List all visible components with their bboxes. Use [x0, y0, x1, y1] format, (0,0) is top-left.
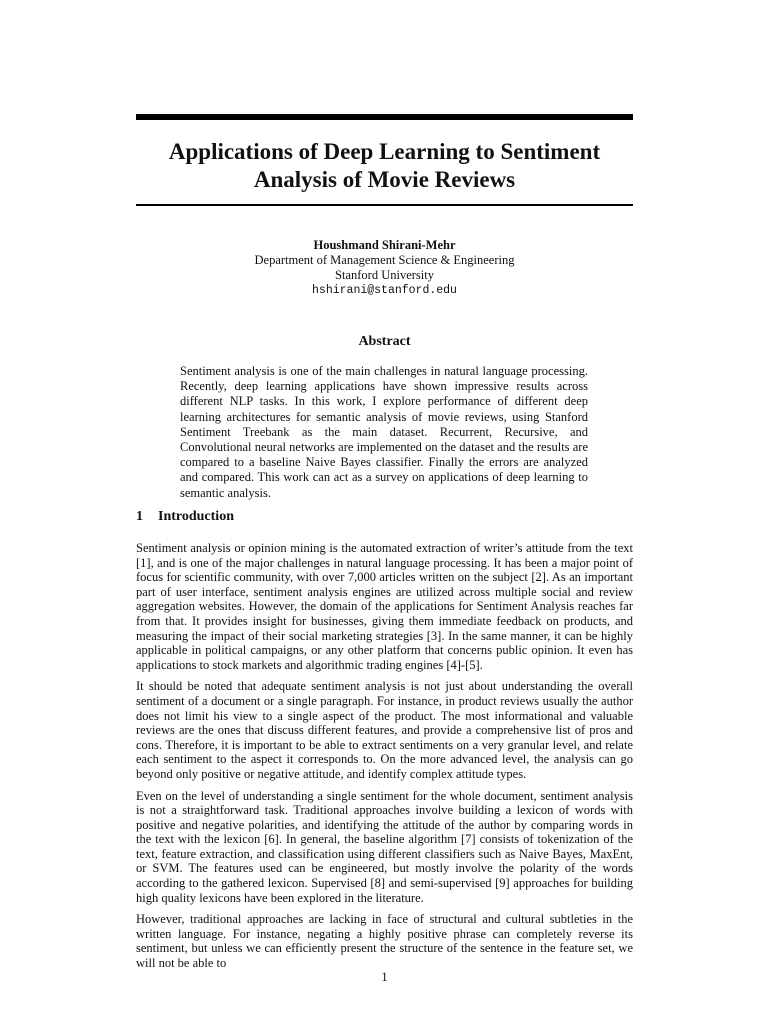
section-number: 1 — [136, 509, 143, 524]
section-title: Introduction — [158, 509, 234, 524]
section-heading — [136, 509, 234, 525]
page-number: 1 — [381, 970, 388, 984]
abstract-text: Sentiment analysis is one of the main challenges in natural language processing. Recently, deep learning applications have shown impressive results across different NLP tasks. In this work, I explore performance of different deep learning architectures for semantic analysis of movie reviews, using Stanford Sentiment Treebank as the main dataset. Recurrent, Recursive, and Convolutional neural networks are implemented on the dataset and the results are compared to a baseline Naive Bayes classifier. Finally the errors are analyzed and compared. This work can act as a survey on applications of deep learning to semantic analysis. — [180, 364, 588, 500]
author-email: hshirani@stanford.edu — [312, 284, 457, 297]
paper-title: Applications of Deep Learning to Sentiment Analysis of Movie Reviews — [168, 139, 601, 192]
author-institution: Stanford University — [335, 268, 434, 282]
author-name: Houshmand Shirani-Mehr — [313, 238, 456, 252]
section-body — [136, 541, 633, 978]
body-paragraph: Even on the level of understanding a single sentiment for the whole document, sentiment analysis is not a straightforward task. Traditional approaches involve building a lexicon of words with positive and negative polarities, and identifying the attitude of the author by comparing words in the text with the lexicon [6]. In general, the baseline algorithm [7] consists of tokenization of the text, feature extraction, and classification using different classifiers such as Naive Bayes, MaxEnt, or SVM. The features used can be engineered, but mostly involve the polarity of the words according to the gathered lexicon. Supervised [8] and semi-supervised [9] approaches for building high quality lexicons have been explored in the literature. — [136, 788, 633, 905]
title-rule-bottom — [136, 204, 633, 206]
author-block — [136, 238, 633, 298]
body-paragraph: However, traditional approaches are lacking in face of structural and cultural subtleties in the written language. For instance, negating a highly positive phrase can completely reverse its sentiment, but unless we can efficiently present the structure of the sentence in the feature set, we will not be able to — [136, 912, 633, 971]
body-paragraph: Sentiment analysis or opinion mining is the automated extraction of writer’s attitude from the text [1], and is one of the major challenges in natural language processing. It has been a major point of focus for scientific community, with over 7,000 articles written on the subject [2]. As an important part of user interface, sentiment analysis engines are utilized across multiple social and review aggregation websites. However, the domain of the applications for Sentiment Analysis reaches far from that. It provides insight for businesses, giving them immediate feedback on products, and measuring the impact of their social marketing strategies [3]. In the same manner, it can be highly applicable in political campaigns, or any other platform that concerns public opinion. It even has applications to stock markets and algorithmic trading engines [4]-[5]. — [136, 541, 633, 672]
abstract-heading: Abstract — [358, 334, 411, 349]
body-paragraph: It should be noted that adequate sentiment analysis is not just about understanding the overall sentiment of a document or a single paragraph. For instance, in product reviews usually the author does not limit his view to a single aspect of the product. The most informational and valuable reviews are the ones that discuss different features, and provide a comprehensive list of pros and cons. Therefore, it is important to be able to extract sentiments on a very granular level, and relate each sentiment to the aspect it corresponds to. On the more advanced level, the analysis can go beyond only positive or negative attitude, and identify complex attitude types. — [136, 679, 633, 781]
title-rule-top — [136, 114, 633, 120]
author-department: Department of Management Science & Engineering — [254, 253, 515, 267]
